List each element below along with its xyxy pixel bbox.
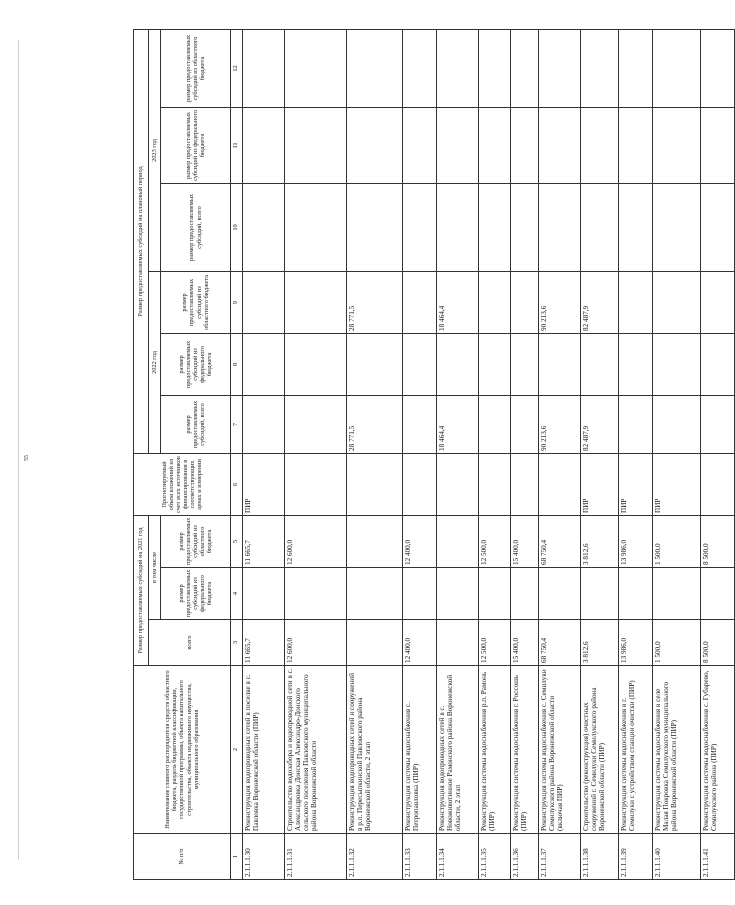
header-num: № п/п (134, 834, 231, 880)
cell-total-2022: 90 213,6 (539, 395, 581, 453)
cell-reg-2022 (243, 271, 285, 333)
rotated-sheet (133, 30, 719, 880)
cell-forecast (511, 453, 539, 515)
cell-reg-2021 (347, 515, 403, 567)
column-number: 8 (231, 333, 243, 395)
cell-forecast (539, 453, 581, 515)
scan-edge (18, 40, 19, 860)
cell-row-number: 2.1.1.1.41 (701, 834, 735, 880)
cell-reg-2023 (437, 29, 479, 107)
cell-reg-2021: 68 750,4 (539, 515, 581, 567)
cell-fed-2022 (539, 333, 581, 395)
cell-row-number: 2.1.1.1.34 (437, 834, 479, 880)
cell-total-2022 (701, 395, 735, 453)
cell-reg-2021: 3 812,6 (581, 515, 619, 567)
cell-fed-2023 (403, 107, 437, 183)
cell-total-2021: 12 600,0 (285, 620, 347, 666)
column-number-row (231, 29, 243, 879)
header-fed-2023: размер предоставляемых субсидий из федерального бюджета (161, 107, 231, 183)
header-planning-period: Размер предоставляемых субсидий на плановый период (134, 29, 149, 453)
cell-fed-2023 (581, 107, 619, 183)
table-row (403, 29, 437, 879)
cell-reg-2022: 82 487,9 (581, 271, 619, 333)
column-number: 5 (231, 515, 243, 567)
cell-fed-2022 (701, 333, 735, 395)
cell-fed-2023 (619, 107, 653, 183)
cell-fed-2021 (403, 568, 437, 620)
cell-fed-2021 (619, 568, 653, 620)
table-row (619, 29, 653, 879)
cell-row-number: 2.1.1.1.37 (539, 834, 581, 880)
cell-total-2021: 8 500,0 (701, 620, 735, 666)
cell-total-2022 (619, 395, 653, 453)
cell-reg-2023 (701, 29, 735, 107)
cell-reg-2022 (403, 271, 437, 333)
cell-reg-2022 (479, 271, 511, 333)
cell-row-number: 2.1.1.1.32 (347, 834, 403, 880)
cell-row-number: 2.1.1.1.31 (285, 834, 347, 880)
cell-total-2023 (511, 183, 539, 271)
cell-reg-2021: 12 400,0 (403, 515, 437, 567)
cell-total-2023 (539, 183, 581, 271)
cell-fed-2021 (539, 568, 581, 620)
cell-total-2023 (701, 183, 735, 271)
cell-total-2022 (243, 395, 285, 453)
cell-fed-2021 (511, 568, 539, 620)
cell-fed-2022 (347, 333, 403, 395)
column-number: 10 (231, 183, 243, 271)
cell-object-name: Реконструкция водопроводных сетей и сооружений в р.п. Пересыпкинской Павловского района Воронежской области, 2 этап (347, 666, 403, 834)
column-number: 7 (231, 395, 243, 453)
cell-fed-2023 (437, 107, 479, 183)
cell-fed-2021 (479, 568, 511, 620)
cell-total-2022: 28 771,5 (347, 395, 403, 453)
cell-total-2023 (347, 183, 403, 271)
cell-total-2021 (437, 620, 479, 666)
cell-fed-2023 (701, 107, 735, 183)
cell-total-2023 (619, 183, 653, 271)
cell-total-2023 (581, 183, 619, 271)
cell-total-2021: 13 986,0 (619, 620, 653, 666)
cell-row-number: 2.1.1.1.33 (403, 834, 437, 880)
cell-reg-2023 (539, 29, 581, 107)
cell-total-2023 (437, 183, 479, 271)
cell-forecast (437, 453, 479, 515)
cell-row-number: 2.1.1.1.38 (581, 834, 619, 880)
cell-total-2021: 3 812,6 (581, 620, 619, 666)
cell-forecast (403, 453, 437, 515)
cell-fed-2021 (347, 568, 403, 620)
table-row (479, 29, 511, 879)
cell-reg-2022 (511, 271, 539, 333)
cell-fed-2023 (539, 107, 581, 183)
cell-row-number: 2.1.1.1.40 (653, 834, 701, 880)
cell-reg-2021: 8 500,0 (701, 515, 735, 567)
cell-total-2022 (479, 395, 511, 453)
cell-fed-2023 (285, 107, 347, 183)
cell-total-2023 (403, 183, 437, 271)
column-number: 6 (231, 453, 243, 515)
cell-reg-2022 (653, 271, 701, 333)
cell-reg-2023 (285, 29, 347, 107)
header-year-2023: 2023 год (149, 29, 161, 271)
table-row (701, 29, 735, 879)
cell-reg-2023 (581, 29, 619, 107)
cell-fed-2021 (653, 568, 701, 620)
cell-object-name: Реконструкция системы водоснабжения с. Петропавловка (ПИР) (403, 666, 437, 834)
cell-reg-2021: 11 665,7 (243, 515, 285, 567)
cell-object-name: Реконструкция водопроводных сетей в с. Новоживотинное Рамонского района Воронежской области, 2 этап (437, 666, 479, 834)
cell-reg-2023 (653, 29, 701, 107)
cell-reg-2021 (437, 515, 479, 567)
cell-reg-2021: 1 500,0 (653, 515, 701, 567)
cell-total-2023 (285, 183, 347, 271)
cell-row-number: 2.1.1.1.35 (479, 834, 511, 880)
header-subsidy-2021: Размер предоставляемых субсидий на 2021 год (134, 515, 149, 665)
table-row (653, 29, 701, 879)
cell-fed-2022 (285, 333, 347, 395)
cell-reg-2022 (619, 271, 653, 333)
cell-object-name: Реконструкция системы водоснабжения в селе Малая Покровка Семилукского муниципального района Воронежской области (ПИР) (653, 666, 701, 834)
table-row (285, 29, 347, 879)
column-number: 12 (231, 29, 243, 107)
table-row (539, 29, 581, 879)
column-number: 3 (231, 620, 243, 666)
cell-total-2023 (243, 183, 285, 271)
cell-total-2022 (511, 395, 539, 453)
cell-total-2022 (285, 395, 347, 453)
table-row (243, 29, 285, 879)
header-name: Наименование главного распорядителя средств областного бюджета, раздела бюджетной классификации, государственной программы, объекта капитального строительства, объекта недвижимого имущества, муниципального образования (134, 666, 231, 834)
cell-fed-2022 (243, 333, 285, 395)
cell-total-2022: 18 464,4 (437, 395, 479, 453)
cell-total-2021: 1 500,0 (653, 620, 701, 666)
header-fed-share-2021: размер предоставляемых субсидий из федерального бюджета (161, 568, 231, 620)
cell-forecast (347, 453, 403, 515)
column-number: 4 (231, 568, 243, 620)
cell-fed-2022 (619, 333, 653, 395)
cell-reg-2023 (347, 29, 403, 107)
cell-row-number: 2.1.1.1.39 (619, 834, 653, 880)
cell-total-2023 (653, 183, 701, 271)
cell-fed-2021 (285, 568, 347, 620)
cell-fed-2022 (581, 333, 619, 395)
cell-forecast: ПИР (653, 453, 701, 515)
cell-fed-2021 (437, 568, 479, 620)
column-number: 11 (231, 107, 243, 183)
cell-total-2021: 12 500,0 (479, 620, 511, 666)
cell-fed-2022 (653, 333, 701, 395)
cell-fed-2021 (701, 568, 735, 620)
cell-reg-2022 (701, 271, 735, 333)
column-number: 1 (231, 834, 243, 880)
header-year-2022: 2022 год (149, 271, 161, 453)
cell-fed-2023 (243, 107, 285, 183)
subsidy-table (133, 29, 735, 880)
page-number: 55 (24, 455, 30, 461)
cell-reg-2021: 12 600,0 (285, 515, 347, 567)
cell-total-2022 (653, 395, 701, 453)
cell-fed-2022 (511, 333, 539, 395)
cell-total-2021: 68 750,4 (539, 620, 581, 666)
cell-total-2021: 12 400,0 (403, 620, 437, 666)
header-reg-share-2021: размер предоставляемых субсидий из областного бюджета (161, 515, 231, 567)
header-total: всего (149, 620, 231, 666)
cell-fed-2023 (479, 107, 511, 183)
cell-reg-2022: 18 464,4 (437, 271, 479, 333)
cell-forecast: ПИР (581, 453, 619, 515)
cell-total-2021: 15 400,0 (511, 620, 539, 666)
cell-fed-2022 (479, 333, 511, 395)
table-row (437, 29, 479, 879)
cell-object-name: Строительство водозабора и водопроводной сети в с. Александровка Донская Александро-Донского сельского поселения Павловского муниципального района Воронежской области (285, 666, 347, 834)
table-body (243, 29, 735, 879)
cell-fed-2023 (653, 107, 701, 183)
cell-object-name: Реконструкция системы водоснабжения в г. Семилуки с устройством станции очистки (ПИР) (619, 666, 653, 834)
cell-fed-2023 (347, 107, 403, 183)
header-total-2023: размер предоставляемых субсидий, всего (161, 183, 231, 271)
table-row (581, 29, 619, 879)
cell-fed-2022 (403, 333, 437, 395)
cell-reg-2022: 28 771,5 (347, 271, 403, 333)
cell-object-name: Реконструкция водопроводных сетей в поселке в с. Павловка Воронежской области (ПИР) (243, 666, 285, 834)
cell-fed-2021 (581, 568, 619, 620)
cell-reg-2023 (619, 29, 653, 107)
cell-reg-2022 (285, 271, 347, 333)
cell-reg-2023 (511, 29, 539, 107)
cell-object-name: Реконструкция системы водоснабжения р.п. Рамонь (ПИР) (479, 666, 511, 834)
header-fed-2022: размер предоставляемых субсидий из федерального бюджета (161, 333, 231, 395)
cell-total-2023 (479, 183, 511, 271)
header-forecast: Прогнозируемый объем вложений из счет всех источников финансирования в соответствующих ценах и измерении (134, 453, 231, 515)
header-in-that-number: в том числе (149, 515, 161, 619)
header-reg-2022: размер предоставляемых субсидий из областного бюджета (161, 271, 231, 333)
cell-object-name: Строительство (реконструкция) очистных сооружений г. Семилуки Семилукского района Воронежской области (ПИР) (581, 666, 619, 834)
cell-forecast (285, 453, 347, 515)
cell-reg-2023 (403, 29, 437, 107)
column-number: 2 (231, 666, 243, 834)
cell-row-number: 2.1.1.1.30 (243, 834, 285, 880)
cell-fed-2023 (511, 107, 539, 183)
cell-forecast: ПИР (619, 453, 653, 515)
table-row (347, 29, 403, 879)
cell-total-2021: 11 665,7 (243, 620, 285, 666)
cell-total-2021 (347, 620, 403, 666)
cell-reg-2022: 90 213,6 (539, 271, 581, 333)
cell-object-name: Реконструкция системы водоснабжения г. Россошь (ПИР) (511, 666, 539, 834)
cell-total-2022 (403, 395, 437, 453)
cell-object-name: Реконструкция системы водоснабжения с. Губарево, Семилукского района (ПИР) (701, 666, 735, 834)
cell-row-number: 2.1.1.1.36 (511, 834, 539, 880)
cell-reg-2021: 12 500,0 (479, 515, 511, 567)
cell-fed-2022 (437, 333, 479, 395)
cell-forecast (701, 453, 735, 515)
cell-fed-2021 (243, 568, 285, 620)
cell-reg-2023 (479, 29, 511, 107)
cell-total-2022: 82 487,9 (581, 395, 619, 453)
cell-forecast (479, 453, 511, 515)
cell-object-name: Реконструкция системы водоснабжения с. Семилуки Семилукского района Воронежской области (включая ПИР) (539, 666, 581, 834)
column-number: 9 (231, 271, 243, 333)
cell-reg-2021: 15 400,0 (511, 515, 539, 567)
cell-reg-2023 (243, 29, 285, 107)
table-row (511, 29, 539, 879)
cell-reg-2021: 13 986,0 (619, 515, 653, 567)
header-reg-2023: размер предоставляемых субсидий из областного бюджета (161, 29, 231, 107)
cell-forecast: ПИР (243, 453, 285, 515)
header-total-2022: размер предоставляемых субсидий, всего (161, 395, 231, 453)
